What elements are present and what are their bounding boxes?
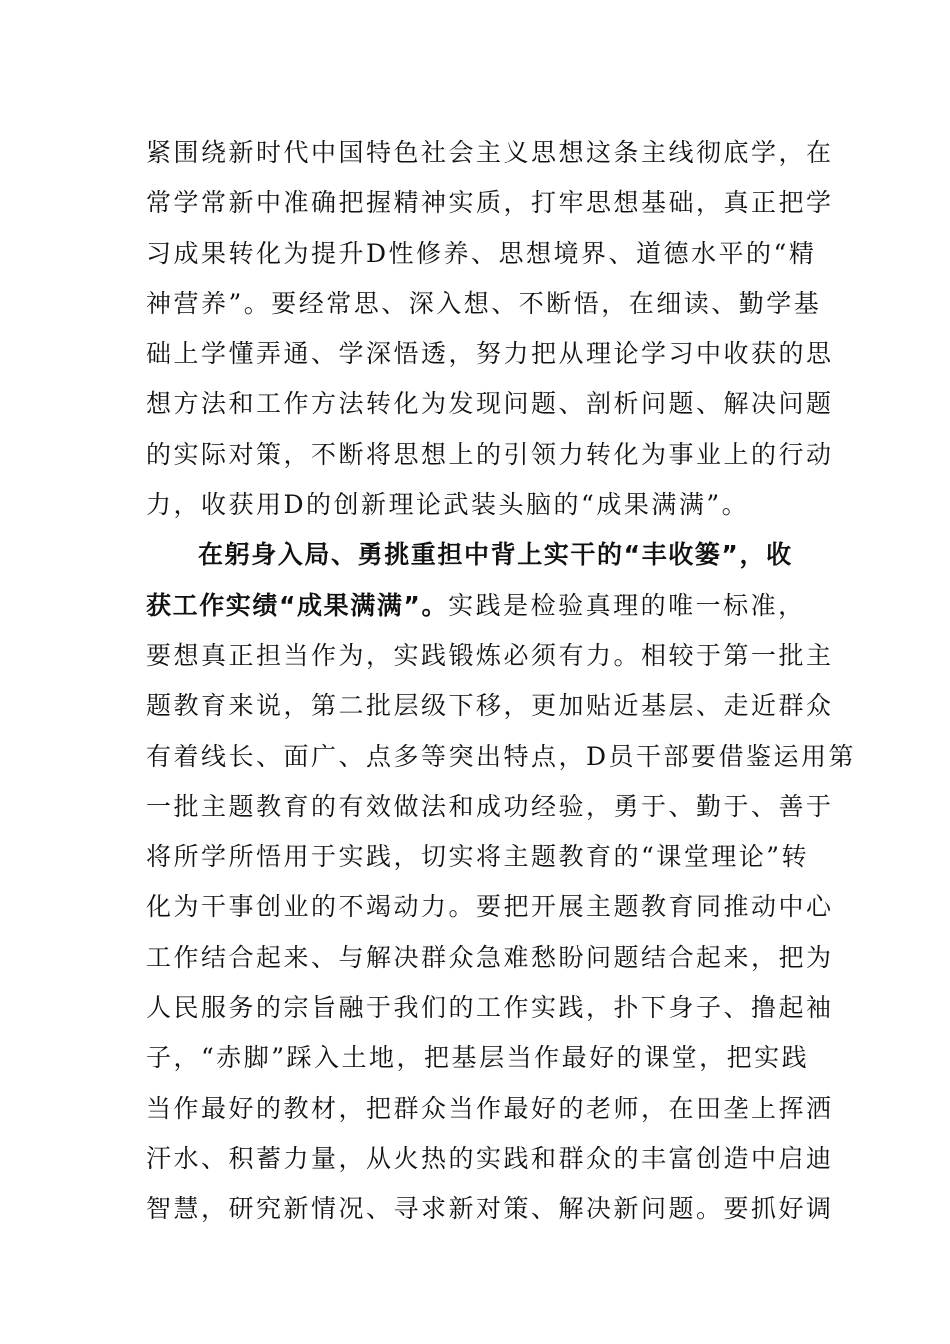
text-line: 人民服务的宗旨融于我们的工作实践，扑下身子、撸起袖 xyxy=(146,993,834,1023)
section-heading-line: 在躬身入局、勇挑重担中背上实干的“丰收篓”，收 xyxy=(198,540,793,570)
text-line: 常学常新中准确把握精神实质，打牢思想基础，真正把学 xyxy=(146,188,834,218)
text-line: 神营养”。要经常思、深入想、不断悟，在细读、勤学基 xyxy=(146,288,822,318)
text-line: 要想真正担当作为，实践锻炼必须有力。相较于第一批主 xyxy=(146,640,834,670)
text-line: 智慧，研究新情况、寻求新对策、解决新问题。要抓好调 xyxy=(146,1194,834,1224)
text-line: 紧围绕新时代中国特色社会主义思想这条主线彻底学，在 xyxy=(146,138,834,167)
text-line: 础上学懂弄通、学深悟透，努力把从理论学习中收获的思 xyxy=(146,339,834,369)
text-line: 一批主题教育的有效做法和成功经验，勇于、勤于、善于 xyxy=(146,791,834,821)
section-heading-end: 获工作实绩“成果满满”。 xyxy=(146,590,449,620)
text-line: 有着线长、面广、点多等突出特点，D员干部要借鉴运用第 xyxy=(146,741,857,771)
text-line: 子，“赤脚”踩入土地，把基层当作最好的课堂，把实践 xyxy=(146,1043,810,1073)
text-line: 将所学所悟用于实践，切实将主题教育的“课堂理论”转 xyxy=(146,842,810,872)
text-line: 当作最好的教材，把群众当作最好的老师，在田垄上挥洒 xyxy=(146,1093,834,1123)
text-line: 想方法和工作方法转化为发现问题、剖析问题、解决问题 xyxy=(146,389,834,419)
text-line: 习成果转化为提升D性修养、思想境界、道德水平的“精 xyxy=(146,238,817,268)
text-line: 题教育来说，第二批层级下移，更加贴近基层、走近群众 xyxy=(146,691,834,721)
section-heading-continuation xyxy=(146,581,806,631)
text-line: 化为干事创业的不竭动力。要把开展主题教育同推动中心 xyxy=(146,892,834,922)
text-line: 的实际对策，不断将思想上的引领力转化为事业上的行动 xyxy=(146,439,834,469)
text-line: 力，收获用D的创新理论武装头脑的“成果满满”。 xyxy=(146,490,750,520)
text-line: 工作结合起来、与解决群众急难愁盼问题结合起来，把为 xyxy=(146,942,834,972)
body-text xyxy=(146,128,857,1235)
text-fragment: 实践是检验真理的唯一标准， xyxy=(448,590,806,620)
text-line: 汗水、积蓄力量，从火热的实践和群众的丰富创造中启迪 xyxy=(146,1143,834,1173)
